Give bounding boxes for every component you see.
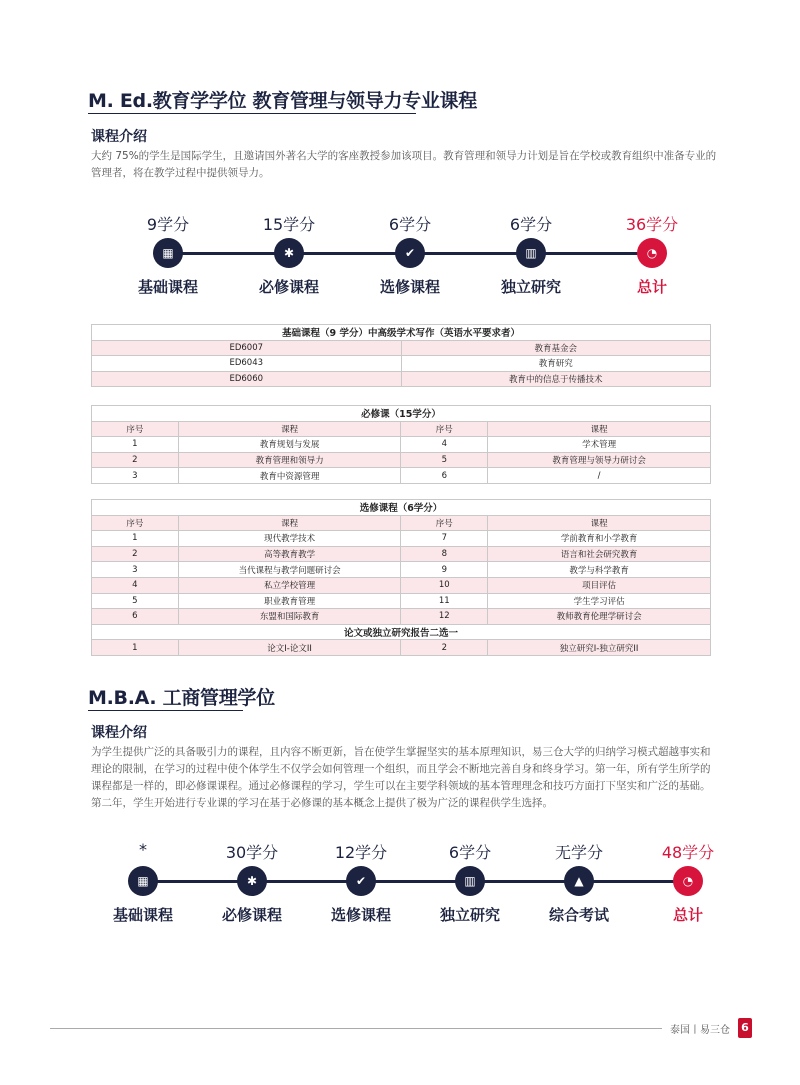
row-number: 8 xyxy=(401,546,488,562)
timeline-label: 必修课程 xyxy=(258,278,319,296)
course-name: 学术管理 xyxy=(488,437,711,453)
mba-intro-heading: 课程介绍 xyxy=(91,725,147,741)
row-number: 11 xyxy=(401,593,488,609)
table-row xyxy=(92,371,711,387)
row-number: 2 xyxy=(401,640,488,656)
course-name: 教育管理与领导力研讨会 xyxy=(488,452,711,468)
table-row xyxy=(92,531,711,547)
course-name: 教学与科学教育 xyxy=(488,562,711,578)
row-number: 1 xyxy=(92,437,179,453)
table-header: 必修课（15学分） xyxy=(92,406,711,422)
table-header: 基础课程（9 学分）中高级学术写作（英语水平要求者） xyxy=(92,325,711,341)
med-section-title: M. Ed.教育学学位 教育管理与领导力专业课程 xyxy=(88,90,477,112)
asterisk-icon: ✱ xyxy=(274,238,304,268)
foundation-course-table xyxy=(91,324,711,387)
timeline-credits: 6学分 xyxy=(509,215,553,234)
column-header: 序号 xyxy=(401,421,488,437)
row-number: 12 xyxy=(401,609,488,625)
table-row xyxy=(92,356,711,372)
timeline-label: 综合考试 xyxy=(548,906,609,924)
pie-chart-icon: ◔ xyxy=(637,238,667,268)
course-name: 教育规划与发展 xyxy=(178,437,401,453)
mba-title-underline xyxy=(88,710,243,711)
row-number: 3 xyxy=(92,468,179,484)
course-name: 现代教学技术 xyxy=(178,531,401,547)
course-name: / xyxy=(488,468,711,484)
column-header: 序号 xyxy=(401,515,488,531)
timeline-credits: 15学分 xyxy=(262,215,316,234)
row-number: 6 xyxy=(401,468,488,484)
timeline-credits: * xyxy=(139,840,147,859)
course-name: 东盟和国际教育 xyxy=(178,609,401,625)
timeline-label: 必修课程 xyxy=(221,906,282,924)
course-name: 教育中的信息于传播技术 xyxy=(401,371,711,387)
timeline-line xyxy=(143,880,688,883)
timeline-label-total: 总计 xyxy=(636,278,667,296)
timeline-credits-total: 36学分 xyxy=(625,215,679,234)
timeline-credits: 30学分 xyxy=(225,843,279,862)
course-name: 学生学习评估 xyxy=(488,593,711,609)
course-name: 学前教育和小学教育 xyxy=(488,531,711,547)
timeline-label: 选修课程 xyxy=(330,906,391,924)
course-name: 教育基金会 xyxy=(401,340,711,356)
table-row xyxy=(92,546,711,562)
table-row xyxy=(92,452,711,468)
row-number: 1 xyxy=(92,640,179,656)
course-code: ED6007 xyxy=(92,340,402,356)
med-intro-text: 大约 75%的学生是国际学生，且邀请国外著名大学的客座教授参加该项目。教育管理和领导力计划是旨在学校或教育组织中准备专业的管理者，将在教学过程中提供领导力。 xyxy=(91,150,717,179)
table-row xyxy=(92,609,711,625)
required-course-table xyxy=(91,405,711,484)
timeline-label: 独立研究 xyxy=(439,906,500,924)
column-header: 课程 xyxy=(178,421,401,437)
row-number: 7 xyxy=(401,531,488,547)
column-header: 课程 xyxy=(178,515,401,531)
timeline-label-total: 总计 xyxy=(672,906,703,924)
row-number: 2 xyxy=(92,546,179,562)
timeline-credits: 6学分 xyxy=(388,215,432,234)
course-code: ED6043 xyxy=(92,356,402,372)
med-credit-timeline xyxy=(0,212,800,308)
course-name: 私立学校管理 xyxy=(178,577,401,593)
grid-icon: ▦ xyxy=(153,238,183,268)
course-name: 项目评估 xyxy=(488,577,711,593)
row-number: 6 xyxy=(92,609,179,625)
books-icon: ▥ xyxy=(455,866,485,896)
column-header: 序号 xyxy=(92,515,179,531)
row-number: 1 xyxy=(92,531,179,547)
column-header: 课程 xyxy=(488,421,711,437)
timeline-credits: 无学分 xyxy=(554,843,603,862)
table-row xyxy=(92,577,711,593)
column-header: 课程 xyxy=(488,515,711,531)
row-number: 3 xyxy=(92,562,179,578)
thesis-subheader: 论文或独立研究报告二选一 xyxy=(92,624,711,640)
course-name: 教育中资源管理 xyxy=(178,468,401,484)
table-row xyxy=(92,593,711,609)
timeline-credits: 12学分 xyxy=(334,843,388,862)
elective-course-table xyxy=(91,499,711,656)
row-number: 2 xyxy=(92,452,179,468)
table-header: 选修课程（6学分） xyxy=(92,500,711,516)
course-name: 独立研究I-独立研究II xyxy=(488,640,711,656)
table-row xyxy=(92,437,711,453)
footer-brand: 泰国丨易三仓 xyxy=(670,1025,730,1036)
column-header: 序号 xyxy=(92,421,179,437)
table-column-header-row xyxy=(92,421,711,437)
course-name: 当代课程与教学问题研讨会 xyxy=(178,562,401,578)
table-row xyxy=(92,640,711,656)
grid-icon: ▦ xyxy=(128,866,158,896)
footer-divider xyxy=(50,1028,662,1029)
mba-intro-text: 为学生提供广泛的具备吸引力的课程，且内容不断更新，旨在使学生掌握坚实的基本原理知识，易三仓大学的归纳学习模式超越事实和理论的限制，在学习的过程中使个体学生不仅学会如何管理一个组织，而且学会不断地完善自身和终身学习。第一年，所有学生所学的课程都是一样的，即必修课课程。通过必修课程的学习，学生可以在主要学科领域的基本管理理念和技巧方面打下坚实和广泛的基础。第二年，学生开始进行专业课的学习在基于必修课的基本概念上提供了极为广泛的课程供学生选择。 xyxy=(91,746,711,809)
asterisk-icon: ✱ xyxy=(237,866,267,896)
course-name: 教育管理和领导力 xyxy=(178,452,401,468)
timeline-credits-total: 48学分 xyxy=(661,843,715,862)
course-code: ED6060 xyxy=(92,371,402,387)
mba-section-title: M.B.A. 工商管理学位 xyxy=(88,687,275,709)
row-number: 4 xyxy=(401,437,488,453)
row-number: 5 xyxy=(92,593,179,609)
course-name: 教师教育伦理学研讨会 xyxy=(488,609,711,625)
row-number: 9 xyxy=(401,562,488,578)
timeline-credits: 9学分 xyxy=(146,215,190,234)
row-number: 4 xyxy=(92,577,179,593)
graduation-cap-icon: ▲ xyxy=(564,866,594,896)
page-number: 6 xyxy=(738,1018,752,1038)
timeline-label: 基础课程 xyxy=(112,906,173,924)
table-row xyxy=(92,340,711,356)
course-name: 论文I-论文II xyxy=(178,640,401,656)
course-name: 职业教育管理 xyxy=(178,593,401,609)
table-row xyxy=(92,562,711,578)
table-row xyxy=(92,468,711,484)
course-name: 语言和社会研究教育 xyxy=(488,546,711,562)
table-column-header-row xyxy=(92,515,711,531)
med-title-underline xyxy=(88,113,416,114)
course-name: 教育研究 xyxy=(401,356,711,372)
timeline-label: 基础课程 xyxy=(137,278,198,296)
timeline-label: 选修课程 xyxy=(379,278,440,296)
row-number: 10 xyxy=(401,577,488,593)
pie-chart-icon: ◔ xyxy=(673,866,703,896)
med-intro-heading: 课程介绍 xyxy=(91,129,147,145)
mba-credit-timeline xyxy=(0,840,800,936)
row-number: 5 xyxy=(401,452,488,468)
course-name: 高等教育教学 xyxy=(178,546,401,562)
timeline-label: 独立研究 xyxy=(500,278,561,296)
check-icon: ✔ xyxy=(395,238,425,268)
check-icon: ✔ xyxy=(346,866,376,896)
timeline-credits: 6学分 xyxy=(448,843,492,862)
books-icon: ▥ xyxy=(516,238,546,268)
